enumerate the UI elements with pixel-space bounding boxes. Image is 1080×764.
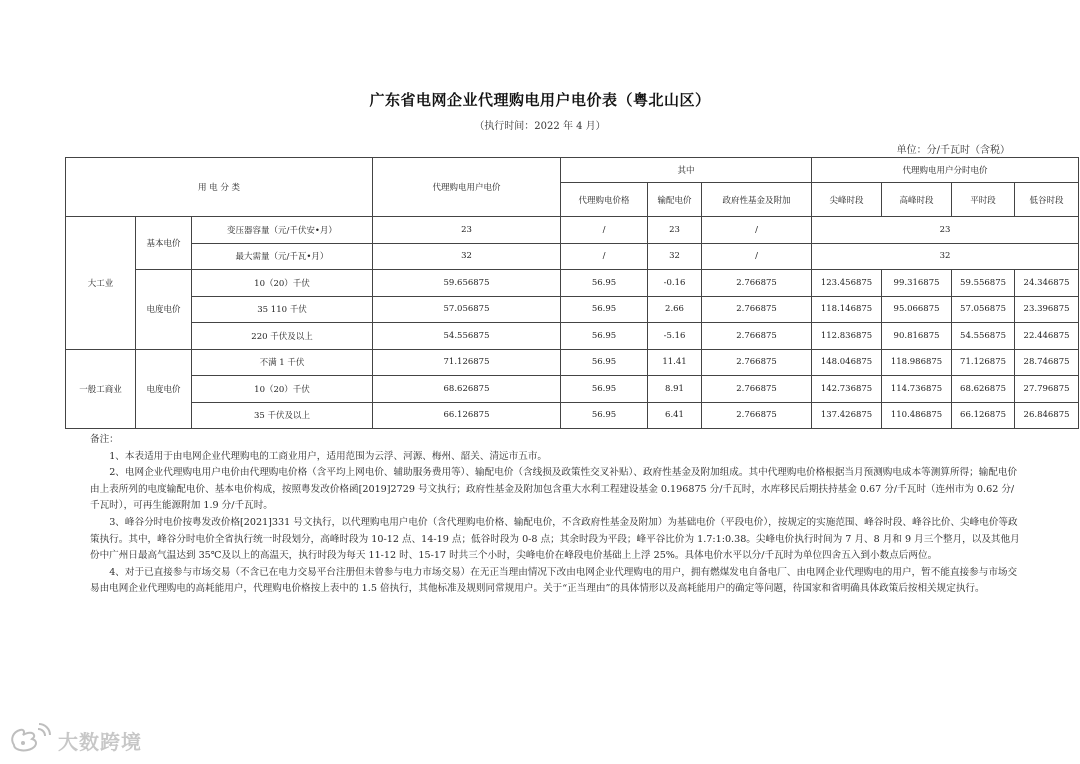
header-tou-group: 代理购电用户分时电价 xyxy=(812,158,1079,183)
document-subtitle: （执行时间：2022 年 4 月） xyxy=(474,121,606,132)
cell-transmission: -5.16 xyxy=(648,323,702,350)
header-purchase-price: 代理购电价格 xyxy=(561,183,648,217)
note-item: 1、本表适用于由电网企业代理购电的工商业用户，适用范围为云浮、河源、梅州、韶关、清远市五市。 xyxy=(109,450,548,462)
cell-peak: 99.316875 xyxy=(882,270,952,297)
header-fund: 政府性基金及附加 xyxy=(702,183,812,217)
cell-flat: 71.126875 xyxy=(952,349,1015,376)
cell-agency: 54.556875 xyxy=(373,323,561,350)
table-row xyxy=(66,376,1079,403)
cell-fund: 2.766875 xyxy=(702,376,812,403)
row-item: 220 千伏及以上 xyxy=(192,323,373,350)
cell-valley: 28.746875 xyxy=(1015,349,1079,376)
row-item: 35 千伏及以上 xyxy=(192,402,373,429)
cell-fund: 2.766875 xyxy=(702,296,812,323)
cell-peak: 95.066875 xyxy=(882,296,952,323)
header-valley: 低谷时段 xyxy=(1015,183,1079,217)
cell-transmission: 11.41 xyxy=(648,349,702,376)
table-row xyxy=(66,402,1079,429)
note-item: 4、对于已直接参与市场交易（不含已在电力交易平台注册但未曾参与电力市场交易）在无正当理由情况下改由电网企业代理购电的用户，拥有燃煤发电自备电厂、由电网企业代理购电的用户，暂不能直接参与市场交易由电网企业代理购电的高耗能用户，代理购电价格按上表中的 1.5 倍执行，其他标准及规则同常规用户。关于“正当理由”的具体情形以及高耗能用户的确定等问题，待国家和省明确具体政策后按相关规定执行。 xyxy=(90,566,1018,595)
cell-sharp: 137.426875 xyxy=(812,402,882,429)
header-agency-price: 代理购电用户电价 xyxy=(373,158,561,217)
cell-valley: 26.846875 xyxy=(1015,402,1079,429)
row-item: 10（20）千伏 xyxy=(192,270,373,297)
row-item: 35 110 千伏 xyxy=(192,296,373,323)
table-row xyxy=(66,349,1079,376)
cell-valley: 22.446875 xyxy=(1015,323,1079,350)
document-title: 广东省电网企业代理购电用户电价表（粤北山区） xyxy=(369,91,711,109)
unit-label: 单位：分/千瓦时（含税） xyxy=(896,145,1010,156)
header-category: 用 电 分 类 xyxy=(66,158,373,217)
note-item: 3、峰谷分时电价按粤发改价格[2021]331 号文执行，以代理购电用户电价（含代理购电价格、输配电价，不含政府性基金及附加）为基础电价（平段电价），按规定的实施范围、峰谷时段、峰谷比价、尖峰电价等政策执行。其中，峰谷分时电价全省执行统一时段划分，高峰时段为 10-12 点、14-19 点；低谷时段为 0-8 点；其余时段为平段；峰平谷比价为 1.7:1:0.38。尖峰电价执行时间为 7 月、8 月和 9 月三个整月，以及其他月份中广州日最高气温达到 35℃及以上的高温天，执行时段为每天 11-12 时、15-17 时共三个小时，尖峰电价在峰段电价基础上上浮 25%。具体电价水平以分/千瓦时为单位四舍五入到小数点后两位。 xyxy=(90,516,1020,562)
cell-agency: 23 xyxy=(373,217,561,244)
weibo-logo-icon xyxy=(8,723,52,757)
cell-peak: 90.816875 xyxy=(882,323,952,350)
cell-fund: / xyxy=(702,217,812,244)
cell-transmission: 2.66 xyxy=(648,296,702,323)
cell-flat: 68.626875 xyxy=(952,376,1015,403)
cell-tou: 23 xyxy=(812,217,1079,244)
subcategory-general-energy: 电度电价 xyxy=(136,349,192,429)
cell-fund: / xyxy=(702,243,812,270)
cell-tou: 32 xyxy=(812,243,1079,270)
cell-transmission: 6.41 xyxy=(648,402,702,429)
cell-sharp: 118.146875 xyxy=(812,296,882,323)
category-large-industry: 大工业 xyxy=(66,217,136,350)
cell-valley: 24.346875 xyxy=(1015,270,1079,297)
cell-flat: 57.056875 xyxy=(952,296,1015,323)
cell-sharp: 148.046875 xyxy=(812,349,882,376)
cell-peak: 114.736875 xyxy=(882,376,952,403)
cell-agency: 66.126875 xyxy=(373,402,561,429)
header-transmission: 输配电价 xyxy=(648,183,702,217)
watermark-text: 大数跨境 xyxy=(58,729,142,754)
table-row xyxy=(66,270,1079,297)
cell-agency: 68.626875 xyxy=(373,376,561,403)
cell-agency: 57.056875 xyxy=(373,296,561,323)
cell-flat: 59.556875 xyxy=(952,270,1015,297)
subcategory-energy-price: 电度电价 xyxy=(136,270,192,350)
cell-transmission: 32 xyxy=(648,243,702,270)
row-item: 变压器容量（元/千伏安•月） xyxy=(192,217,373,244)
cell-fund: 2.766875 xyxy=(702,270,812,297)
row-item: 10（20）千伏 xyxy=(192,376,373,403)
table-row xyxy=(66,217,1079,244)
table-row xyxy=(66,323,1079,350)
cell-purchase: 56.95 xyxy=(561,376,648,403)
category-general: 一般工商业 xyxy=(66,349,136,429)
cell-purchase: / xyxy=(561,243,648,270)
cell-transmission: -0.16 xyxy=(648,270,702,297)
row-item: 不满 1 千伏 xyxy=(192,349,373,376)
note-item: 2、电网企业代理购电用户电价由代理购电价格（含平均上网电价、辅助服务费用等）、输配电价（含线损及政策性交叉补贴）、政府性基金及附加组成。其中代理购电价格根据当月预测购电成本等测算所得；输配电价由上表所列的电度输配电价、基本电价构成，按照粤发改价格函[2019]2729 号文执行；政府性基金及附加包含重大水利工程建设基金 0.196875 分/千瓦时，水库移民后期扶持基金 0.67 分/千瓦时（连州市为 0.62 分/千瓦时），可再生能源附加 1.9 分/千瓦时。 xyxy=(90,467,1018,512)
cell-agency: 59.656875 xyxy=(373,270,561,297)
header-sharp-peak: 尖峰时段 xyxy=(812,183,882,217)
cell-peak: 118.986875 xyxy=(882,349,952,376)
cell-purchase: 56.95 xyxy=(561,402,648,429)
cell-fund: 2.766875 xyxy=(702,323,812,350)
header-peak: 高峰时段 xyxy=(882,183,952,217)
notes-title: 备注： xyxy=(90,434,119,445)
cell-agency: 71.126875 xyxy=(373,349,561,376)
cell-flat: 66.126875 xyxy=(952,402,1015,429)
row-item: 最大需量（元/千瓦•月） xyxy=(192,243,373,270)
cell-purchase: 56.95 xyxy=(561,296,648,323)
price-table xyxy=(65,157,1079,429)
header-of-which: 其中 xyxy=(561,158,812,183)
cell-valley: 27.796875 xyxy=(1015,376,1079,403)
cell-agency: 32 xyxy=(373,243,561,270)
table-row xyxy=(66,243,1079,270)
cell-purchase: 56.95 xyxy=(561,270,648,297)
cell-transmission: 23 xyxy=(648,217,702,244)
cell-sharp: 123.456875 xyxy=(812,270,882,297)
cell-peak: 110.486875 xyxy=(882,402,952,429)
table-row xyxy=(66,296,1079,323)
cell-flat: 54.556875 xyxy=(952,323,1015,350)
cell-fund: 2.766875 xyxy=(702,402,812,429)
cell-purchase: 56.95 xyxy=(561,349,648,376)
cell-transmission: 8.91 xyxy=(648,376,702,403)
watermark xyxy=(8,724,142,756)
cell-valley: 23.396875 xyxy=(1015,296,1079,323)
cell-purchase: 56.95 xyxy=(561,323,648,350)
cell-sharp: 142.736875 xyxy=(812,376,882,403)
cell-purchase: / xyxy=(561,217,648,244)
header-flat: 平时段 xyxy=(952,183,1015,217)
subcategory-basic-price: 基本电价 xyxy=(136,217,192,270)
cell-sharp: 112.836875 xyxy=(812,323,882,350)
notes-section xyxy=(90,432,1020,598)
cell-fund: 2.766875 xyxy=(702,349,812,376)
table-header-row xyxy=(66,158,1079,183)
